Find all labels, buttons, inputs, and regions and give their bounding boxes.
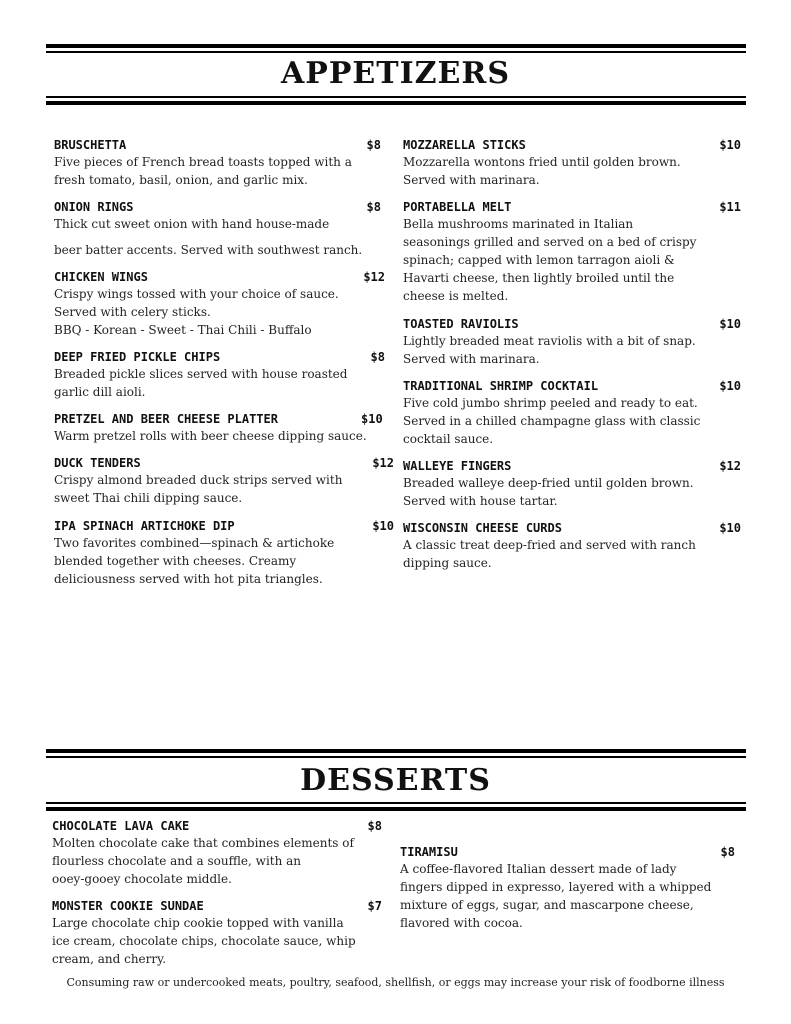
menu-item-traditional-shrimp-cocktail [403,378,741,448]
item-desc-line: Five cold jumbo shrimp peeled and ready to eat. [403,396,698,410]
item-price: $10 [719,379,741,393]
item-desc-line: BBQ - Korean - Sweet - Thai Chili - Buffalo [54,323,312,337]
item-name: PORTABELLA MELT [403,200,512,214]
item-name: TRADITIONAL SHRIMP COCKTAIL [403,379,599,393]
item-desc-line: Thick cut sweet onion with hand house-made [54,217,330,231]
item-name: MONSTER COOKIE SUNDAE [52,899,204,913]
item-desc-line: Served with celery sticks. [54,305,211,319]
item-desc-line: fingers dipped in expresso, layered with a whipped [400,880,712,894]
item-desc-line: Served with house tartar. [403,494,558,508]
item-desc-line: beer batter accents. Served with southwest ranch. [54,243,363,257]
item-price: $10 [719,317,741,331]
item-price: $12 [363,270,385,284]
item-desc-line: ice cream, chocolate chips, chocolate sauce, whip [52,934,356,948]
item-name: DUCK TENDERS [54,456,141,470]
item-desc-line: Breaded pickle slices served with house roasted [54,367,348,381]
item-desc-line: spinach; capped with lemon tarragon aioli & [403,253,675,267]
item-desc-line: A coffee-flavored Italian dessert made of lady [400,862,677,876]
item-price: $10 [719,138,741,152]
menu-item-bruschetta [54,137,381,189]
desserts-bottom-rule-thin [46,802,746,804]
menu-item-ipa-spinach-artichoke-dip [54,518,394,588]
desserts-title: DESSERTS [300,763,491,798]
menu-item-walleye-fingers [403,458,741,510]
desserts-top-rule-thick [46,749,746,753]
item-name: ONION RINGS [54,200,134,214]
item-name: TIRAMISU [400,845,458,859]
item-desc-line: Served with marinara. [403,173,540,187]
item-desc-line: flourless chocolate and a souffle, with an [52,854,302,868]
item-desc-line: Five pieces of French bread toasts topped with a [54,155,352,169]
item-price: $8 [367,819,382,833]
item-price: $8 [366,200,381,214]
item-desc-line: cocktail sauce. [403,432,494,446]
item-name: BRUSCHETTA [54,138,127,152]
item-desc-line: mixture of eggs, sugar, and mascarpone cheese, [400,898,694,912]
item-name: IPA SPINACH ARTICHOKE DIP [54,519,235,533]
menu-item-duck-tenders [54,455,394,507]
item-desc-line: seasonings grilled and served on a bed of crispy [403,235,697,249]
item-name: WISCONSIN CHEESE CURDS [403,521,562,535]
item-price: $10 [361,412,383,426]
item-price: $8 [370,350,385,364]
desserts-bottom-rule-thick [46,807,746,811]
menu-item-portabella-melt [403,199,741,305]
item-desc-line: fresh tomato, basil, onion, and garlic mix. [54,173,308,187]
item-name: WALLEYE FINGERS [403,459,512,473]
item-desc-line: Large chocolate chip cookie topped with vanilla [52,916,344,930]
appetizers-top-rule-thin [46,51,746,53]
menu-item-monster-cookie-sundae [52,898,382,968]
menu-item-tiramisu [400,844,735,932]
foodborne-illness-disclaimer: Consuming raw or undercooked meats, poultry, seafood, shellfish, or eggs may increase your risk of foodborne illness [66,976,725,989]
item-desc-line: deliciousness served with hot pita triangles. [54,572,323,586]
appetizers-bottom-rule-thick [46,101,746,105]
item-desc-line: Bella mushrooms marinated in Italian [403,217,634,231]
appetizers-bottom-rule-thin [46,96,746,98]
item-desc-line: cream, and cherry. [52,952,167,966]
item-desc-line: Molten chocolate cake that combines elements of [52,836,354,850]
appetizers-title: APPETIZERS [281,56,510,91]
item-desc-line: sweet Thai chili dipping sauce. [54,491,243,505]
desserts-top-rule-thin [46,756,746,758]
item-desc-line: blended together with cheeses. Creamy [54,554,297,568]
item-price: $11 [719,200,741,214]
item-desc-line: garlic dill aioli. [54,385,146,399]
menu-item-wisconsin-cheese-curds [403,520,741,572]
item-desc-line: Breaded walleye deep-fried until golden brown. [403,476,694,490]
item-desc-line: Crispy wings tossed with your choice of sauce. [54,287,339,301]
item-price: $12 [372,456,394,470]
item-desc-line: Two favorites combined—spinach & artichoke [54,536,335,550]
item-price: $10 [719,521,741,535]
item-desc-line: Served with marinara. [403,352,540,366]
item-desc-line: Served in a chilled champagne glass with classic [403,414,701,428]
item-name: CHICKEN WINGS [54,270,148,284]
item-desc-line: A classic treat deep-fried and served with ranch [403,538,696,552]
menu-item-onion-rings [54,199,381,259]
item-price: $10 [372,519,394,533]
item-name: TOASTED RAVIOLIS [403,317,519,331]
menu-item-toasted-raviolis [403,316,741,368]
item-desc-line: Warm pretzel rolls with beer cheese dipping sauce. [54,429,367,443]
item-desc-line: dipping sauce. [403,556,492,570]
menu-item-mozzarella-sticks [403,137,741,189]
appetizers-top-rule-thick [46,44,746,48]
item-price: $8 [720,845,735,859]
item-desc-line: Mozzarella wontons fried until golden brown. [403,155,681,169]
item-desc-line: Crispy almond breaded duck strips served with [54,473,343,487]
item-desc-line: ooey-gooey chocolate middle. [52,872,232,886]
item-price: $7 [367,899,382,913]
item-name: DEEP FRIED PICKLE CHIPS [54,350,221,364]
item-desc-line: cheese is melted. [403,289,509,303]
item-name: PRETZEL AND BEER CHEESE PLATTER [54,412,278,426]
menu-item-chicken-wings [54,269,385,339]
menu-item-pretzel-and-beer-cheese-platter [54,411,385,445]
item-desc-line: flavored with cocoa. [400,916,523,930]
item-price: $12 [719,459,741,473]
item-name: MOZZARELLA STICKS [403,138,526,152]
item-price: $8 [366,138,381,152]
item-desc-line: Lightly breaded meat raviolis with a bit of snap. [403,334,696,348]
item-desc-line: Havarti cheese, then lightly broiled until the [403,271,675,285]
item-name: CHOCOLATE LAVA CAKE [52,819,190,833]
menu-item-deep-fried-pickle-chips [54,349,385,401]
menu-item-chocolate-lava-cake [52,818,382,888]
